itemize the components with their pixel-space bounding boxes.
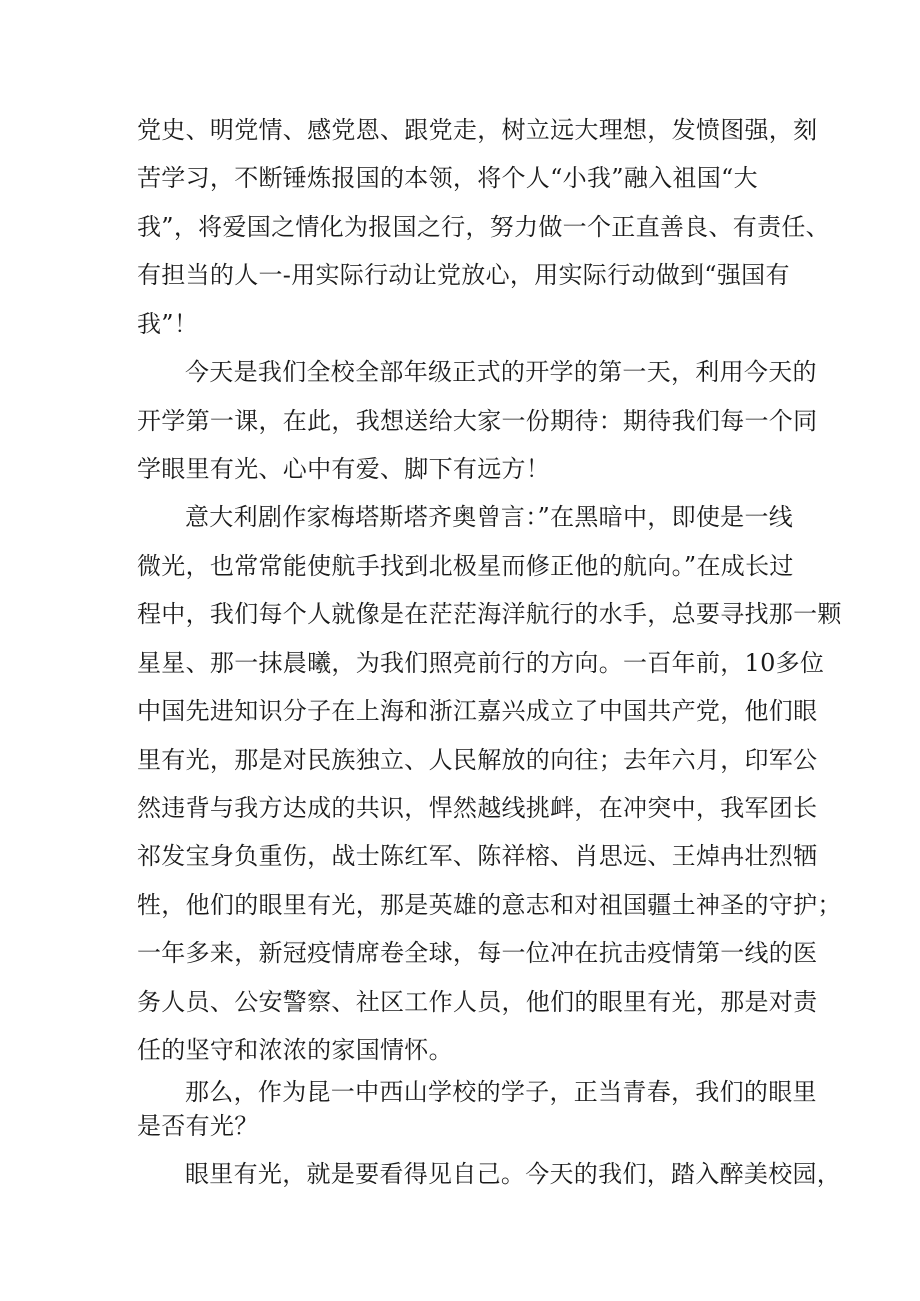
text-line: 牲，他们的眼里有光，那是英雄的意志和对祖国疆土神圣的守护； (137, 891, 842, 919)
text-line: 祁发宝身负重伤，战士陈红军、陈祥榕、肖思远、王焯冉壮烈牺 (137, 842, 818, 870)
text-line: 一年多来，新冠疫情席卷全球，每一位冲在抗击疫情第一线的医 (137, 939, 818, 967)
paragraph-first-line: 意大利剧作家梅塔斯塔齐奥曾言：”在黑暗中，即使是一线 (185, 503, 794, 531)
text-line: 程中，我们每个人就像是在茫茫海洋航行的水手，总要寻找那一颗 (137, 600, 842, 628)
paragraph-first-line: 眼里有光，就是要看得见自己。今天的我们，踏入醉美校园， (185, 1160, 842, 1188)
text-line: 有担当的人一-用实际行动让党放心，用实际行动做到“强国有 (137, 261, 790, 289)
paragraph-first-line: 那么，作为昆一中西山学校的学子，正当青春，我们的眼里 (185, 1078, 817, 1106)
text-line: 务人员、公安警察、社区工作人员，他们的眼里有光，那是对责 (137, 988, 818, 1016)
text-line: 开学第一课，在此，我想送给大家一份期待：期待我们每一个同 (137, 407, 818, 435)
text-line: 我”！ (137, 310, 199, 338)
text-line: 党史、明党情、感党恩、跟党走，树立远大理想，发愤图强，刻 (137, 116, 818, 144)
text-line: 是否有光？ (137, 1112, 259, 1140)
text-line: 学眼里有光、心中有爱、脚下有远方！ (137, 455, 551, 483)
text-line: 任的坚守和浓浓的家国情怀。 (137, 1036, 453, 1064)
text-line: 里有光，那是对民族独立、人民解放的向往；去年六月，印军公 (137, 746, 818, 774)
text-line: 微光，也常常能使航手找到北极星而修正他的航向。”在成长过 (137, 552, 794, 580)
text-line: 然违背与我方达成的共识，悍然越线挑衅，在冲突中，我军团长 (137, 794, 818, 822)
text-line: 苦学习，不断锤炼报国的本领，将个人“小我”融入祖国“大 (137, 164, 758, 192)
paragraph-first-line: 今天是我们全校全部年级正式的开学的第一天，利用今天的 (185, 358, 817, 386)
text-line: 星星、那一抹晨曦，为我们照亮前行的方向。一百年前，10多位 (137, 649, 825, 677)
text-line: 我”，将爱国之情化为报国之行，努力做一个正直善良、有责任、 (137, 213, 830, 241)
text-line: 中国先进知识分子在上海和浙江嘉兴成立了中国共产党，他们眼 (137, 697, 818, 725)
